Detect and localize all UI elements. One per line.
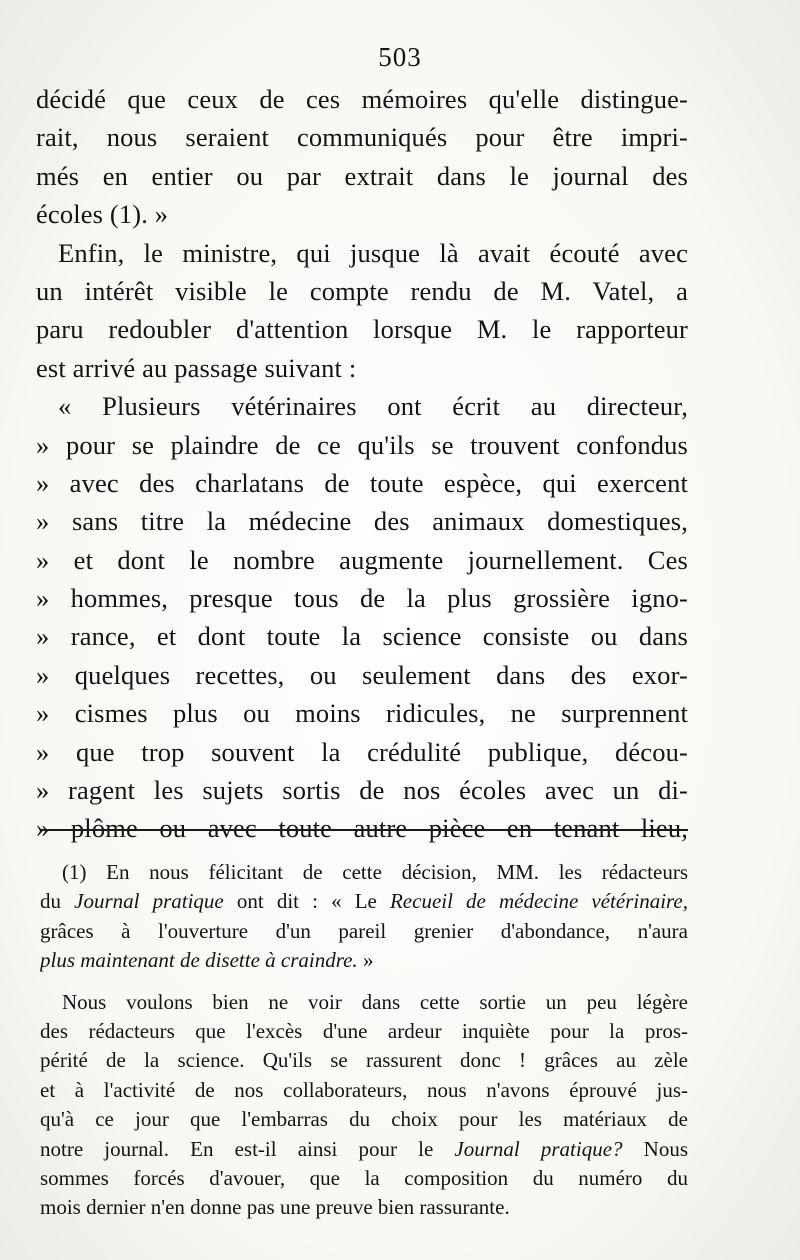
footnote-line: grâces à l'ouverture d'un pareil grenier d'abondance, n'aura xyxy=(40,918,688,943)
text-line: » pour se plaindre de ce qu'ils se trouvent confondus xyxy=(36,429,688,460)
footnote-line: des rédacteurs que l'excès d'une ardeur inquiète pour la pros- xyxy=(40,1018,688,1043)
text-line: un intérêt visible le compte rendu de M. Vatel, a xyxy=(36,275,688,306)
text-line: » ragent les sujets sortis de nos écoles avec un di- xyxy=(36,775,688,806)
footnote-line xyxy=(40,1135,688,1164)
main-text xyxy=(36,80,688,848)
footnote-quote-end: plus maintenant de disette à craindre. xyxy=(40,948,358,973)
footnote-line: mois dernier n'en donne pas une preuve bien rassurante. xyxy=(40,1195,510,1220)
footnote-text: ont dit : « Le xyxy=(223,889,390,914)
footnote-line: (1) En nous félicitant de cette décision, MM. les rédacteurs xyxy=(62,860,688,884)
footnote-line: sommes forcés d'avouer, que la composition du numéro du xyxy=(40,1165,688,1190)
page-number: 503 xyxy=(378,42,422,72)
text-line: » rance, et dont toute la science consiste ou dans xyxy=(36,621,688,652)
footnote-line: qu'à ce jour que l'embarras du choix pour les matériaux de xyxy=(40,1107,688,1132)
footnote-journal-title: Journal pratique xyxy=(74,889,224,914)
text-line: rait, nous seraient communiqués pour être impri- xyxy=(36,122,688,153)
text-line: » quelques recettes, ou seulement dans des exor- xyxy=(36,659,688,690)
text-line: » plôme ou avec toute autre pièce en tenant lieu, xyxy=(36,813,688,844)
text-line: « Plusieurs vétérinaires ont écrit au directeur, xyxy=(58,391,688,422)
footnote-line xyxy=(40,946,688,975)
footnote-recueil-title: Recueil de médecine vétérinaire, xyxy=(389,889,688,914)
footnote-line xyxy=(40,887,688,916)
footnote-journal-title: Journal pratique? xyxy=(454,1136,623,1161)
footnote-text: du xyxy=(40,889,75,914)
text-line: est arrivé au passage suivant : xyxy=(36,352,357,383)
text-line: » cismes plus ou moins ridicules, ne surprennent xyxy=(36,698,688,729)
text-line: décidé que ceux de ces mémoires qu'elle distingue- xyxy=(36,84,688,114)
text-line: écoles (1). » xyxy=(36,199,169,230)
footnote-line: périté de la science. Qu'ils se rassurent donc ! grâces au zèle xyxy=(40,1048,688,1073)
text-line: » avec des charlatans de toute espèce, qui exercent xyxy=(36,467,688,498)
footnote-line: Nous voulons bien ne voir dans cette sortie un peu légère xyxy=(62,989,688,1014)
text-line: » sans titre la médecine des animaux domestiques, xyxy=(36,506,688,537)
text-line: » hommes, presque tous de la plus grossière igno- xyxy=(36,583,688,614)
text-line: Enfin, le ministre, qui jusque là avait écouté avec xyxy=(58,237,688,268)
footnote-text: Nous xyxy=(622,1136,688,1161)
text-line: paru redoubler d'attention lorsque M. le rapporteur xyxy=(36,314,688,345)
footnote-line: et à l'activité de nos collaborateurs, nous n'avons éprouvé jus- xyxy=(40,1077,688,1102)
footnote xyxy=(40,858,688,1223)
footnote-text: notre journal. En est-il ainsi pour le xyxy=(40,1136,455,1161)
text-line: » et dont le nombre augmente journellement. Ces xyxy=(36,544,688,575)
text-line: » que trop souvent la crédulité publique, décou- xyxy=(36,736,688,767)
footnote-divider xyxy=(40,829,688,831)
text-line: més en entier ou par extrait dans le journal des xyxy=(36,160,688,191)
footnote-text: » xyxy=(357,948,374,973)
